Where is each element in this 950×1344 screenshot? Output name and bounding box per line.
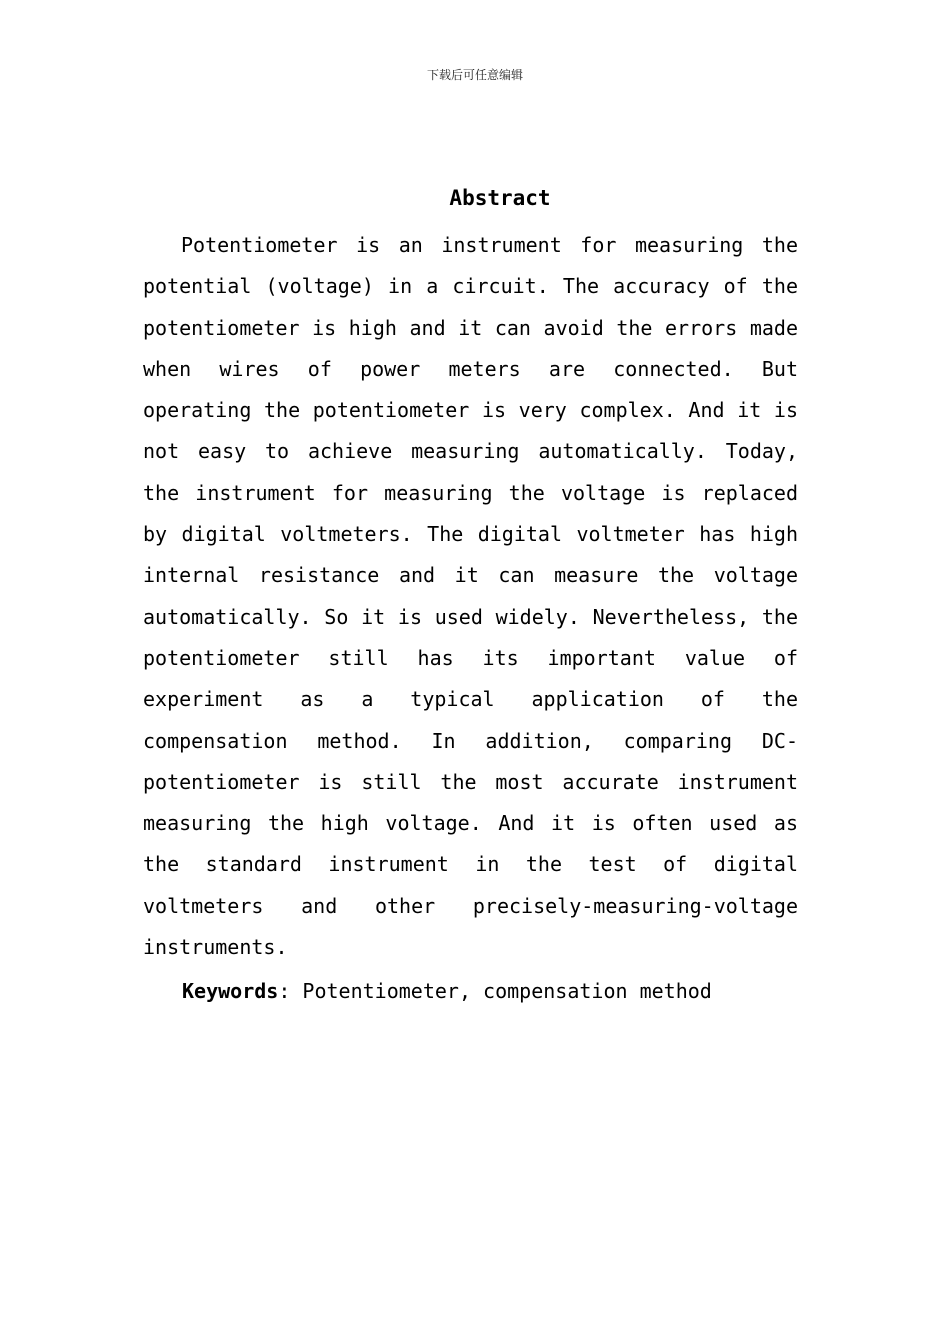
abstract-title: Abstract — [449, 186, 551, 210]
keywords-value: Potentiometer, compensation method — [302, 979, 712, 1003]
keywords-line — [182, 979, 822, 1003]
abstract-body: Potentiometer is an instrument for measuring the potential (voltage) in a circuit. The accuracy of the potentiometer is high and it can avoid the errors made when wires of power meters are connected. But operating the potentiometer is very complex. And it is not easy to achieve measuring automatically. Today, the instrument for measuring the voltage is replaced by digital voltmeters. The digital voltmeter has high internal resistance and it can measure the voltage automatically. So it is used widely. Nevertheless, the potentiometer still has its important value of experiment as a typical application of the compensation method. In addition, comparing DC-potentiometer is still the most accurate instrument measuring the high voltage. And it is often used as the standard instrument in the test of digital voltmeters and other precisely-measuring-voltage instruments. — [143, 233, 798, 960]
header-note: 下载后可任意编辑 — [426, 68, 523, 82]
keywords-separator: : — [278, 979, 303, 1003]
keywords-label: Keywords — [182, 979, 279, 1003]
